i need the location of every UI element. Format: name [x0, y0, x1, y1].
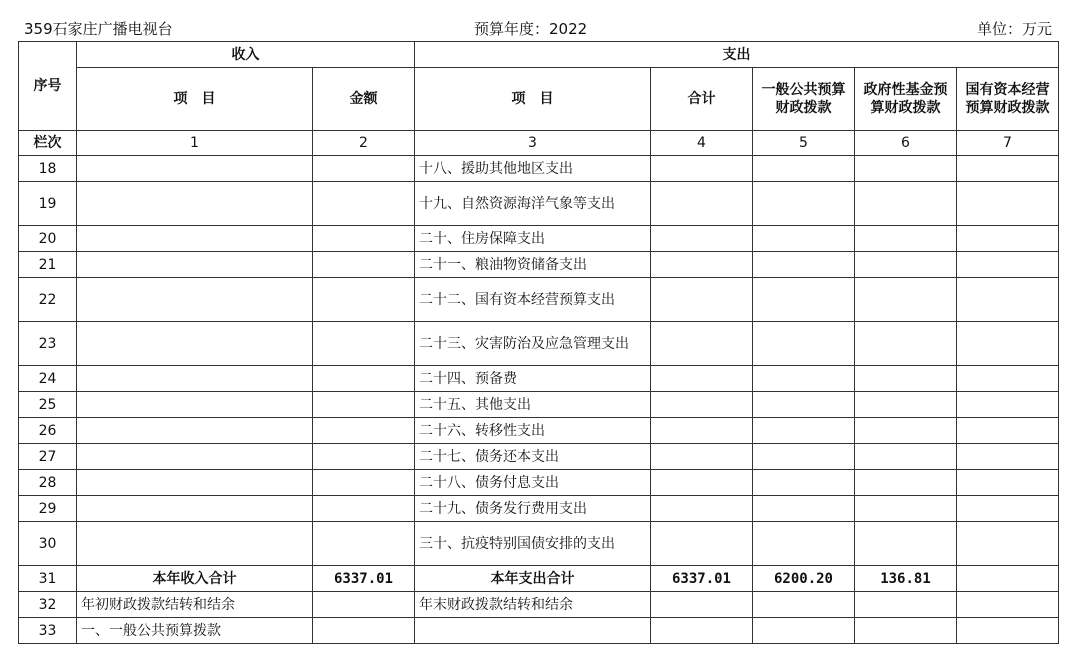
index-row — [19, 131, 1059, 156]
expense-total-header: 合计 — [651, 68, 753, 131]
row-number: 25 — [19, 392, 77, 418]
table-row — [19, 182, 1059, 226]
row-number: 33 — [19, 618, 77, 644]
expense-item-cell: 十八、援助其他地区支出 — [415, 156, 651, 182]
expense-total-cell — [651, 418, 753, 444]
expense-capital-cell — [957, 566, 1059, 592]
expense-fund-cell — [855, 226, 957, 252]
row-number: 32 — [19, 592, 77, 618]
expense-total-cell — [651, 226, 753, 252]
income-amount-cell — [313, 156, 415, 182]
income-item-cell — [77, 496, 313, 522]
expense-fund-cell — [855, 252, 957, 278]
unit-name: 359石家庄广播电视台 — [24, 20, 173, 38]
table-row — [19, 252, 1059, 278]
index-cell: 2 — [313, 131, 415, 156]
expense-fund-cell — [855, 418, 957, 444]
expense-total-cell — [651, 252, 753, 278]
expense-item-cell: 二十一、粮油物资储备支出 — [415, 252, 651, 278]
expense-fund-cell — [855, 522, 957, 566]
expense-item-cell: 二十、住房保障支出 — [415, 226, 651, 252]
expense-fund-header: 政府性基金预算财政拨款 — [855, 68, 957, 131]
index-cell: 1 — [77, 131, 313, 156]
income-amount-cell — [313, 252, 415, 278]
expense-capital-cell — [957, 252, 1059, 278]
income-amount-cell — [313, 226, 415, 252]
expense-fund-cell: 136.81 — [855, 566, 957, 592]
expense-total-cell — [651, 366, 753, 392]
header-row-columns — [19, 68, 1059, 131]
table-row — [19, 496, 1059, 522]
expense-group-header: 支出 — [415, 42, 1059, 68]
expense-general-cell — [753, 522, 855, 566]
expense-item-cell: 二十三、灾害防治及应急管理支出 — [415, 322, 651, 366]
expense-item-cell — [415, 618, 651, 644]
income-item-cell: 一、一般公共预算拨款 — [77, 618, 313, 644]
index-cell: 4 — [651, 131, 753, 156]
expense-capital-cell — [957, 322, 1059, 366]
expense-capital-cell — [957, 182, 1059, 226]
income-amount-header: 金额 — [313, 68, 415, 131]
expense-item-cell: 本年支出合计 — [415, 566, 651, 592]
row-number: 20 — [19, 226, 77, 252]
table-row — [19, 366, 1059, 392]
table-row — [19, 156, 1059, 182]
expense-general-header: 一般公共预算财政拨款 — [753, 68, 855, 131]
expense-capital-header: 国有资本经营预算财政拨款 — [957, 68, 1059, 131]
expense-fund-cell — [855, 618, 957, 644]
index-label: 栏次 — [19, 131, 77, 156]
table-row — [19, 618, 1059, 644]
table-row — [19, 522, 1059, 566]
budget-table — [18, 41, 1059, 644]
expense-fund-cell — [855, 592, 957, 618]
income-item-cell — [77, 470, 313, 496]
row-number: 27 — [19, 444, 77, 470]
income-amount-cell — [313, 278, 415, 322]
table-row — [19, 470, 1059, 496]
expense-capital-cell — [957, 618, 1059, 644]
currency-unit: 单位：万元 — [976, 20, 1052, 38]
expense-general-cell — [753, 366, 855, 392]
income-item-cell — [77, 226, 313, 252]
table-row — [19, 592, 1059, 618]
expense-fund-cell — [855, 470, 957, 496]
expense-item-cell: 二十六、转移性支出 — [415, 418, 651, 444]
expense-total-cell — [651, 444, 753, 470]
expense-capital-cell — [957, 444, 1059, 470]
row-number: 28 — [19, 470, 77, 496]
index-cell: 5 — [753, 131, 855, 156]
expense-general-cell — [753, 156, 855, 182]
expense-total-cell — [651, 618, 753, 644]
expense-general-cell — [753, 444, 855, 470]
expense-total-cell — [651, 392, 753, 418]
income-item-cell — [77, 156, 313, 182]
table-row — [19, 322, 1059, 366]
expense-general-cell — [753, 592, 855, 618]
income-item-cell — [77, 322, 313, 366]
income-group-header: 收入 — [77, 42, 415, 68]
row-number: 18 — [19, 156, 77, 182]
income-item-cell — [77, 366, 313, 392]
income-item-cell — [77, 182, 313, 226]
expense-item-cell: 二十八、债务付息支出 — [415, 470, 651, 496]
income-amount-cell: 6337.01 — [313, 566, 415, 592]
income-item-cell — [77, 252, 313, 278]
income-amount-cell — [313, 618, 415, 644]
expense-general-cell — [753, 392, 855, 418]
expense-capital-cell — [957, 522, 1059, 566]
expense-item-cell: 二十二、国有资本经营预算支出 — [415, 278, 651, 322]
expense-capital-cell — [957, 470, 1059, 496]
expense-capital-cell — [957, 366, 1059, 392]
expense-total-cell — [651, 278, 753, 322]
income-amount-cell — [313, 522, 415, 566]
table-row — [19, 418, 1059, 444]
expense-capital-cell — [957, 592, 1059, 618]
expense-capital-cell — [957, 418, 1059, 444]
index-cell: 7 — [957, 131, 1059, 156]
row-number: 21 — [19, 252, 77, 278]
income-amount-cell — [313, 496, 415, 522]
expense-general-cell — [753, 470, 855, 496]
expense-fund-cell — [855, 322, 957, 366]
income-amount-cell — [313, 592, 415, 618]
row-number: 22 — [19, 278, 77, 322]
income-item-cell: 年初财政拨款结转和结余 — [77, 592, 313, 618]
index-cell: 6 — [855, 131, 957, 156]
row-number: 19 — [19, 182, 77, 226]
expense-fund-cell — [855, 182, 957, 226]
income-amount-cell — [313, 444, 415, 470]
table-row — [19, 226, 1059, 252]
expense-capital-cell — [957, 392, 1059, 418]
table-row — [19, 278, 1059, 322]
expense-total-cell — [651, 496, 753, 522]
expense-general-cell — [753, 322, 855, 366]
income-item-cell — [77, 418, 313, 444]
expense-total-cell — [651, 322, 753, 366]
expense-general-cell — [753, 278, 855, 322]
expense-capital-cell — [957, 156, 1059, 182]
row-number: 29 — [19, 496, 77, 522]
expense-general-cell — [753, 618, 855, 644]
income-item-cell — [77, 278, 313, 322]
row-number: 24 — [19, 366, 77, 392]
income-item-cell — [77, 444, 313, 470]
expense-capital-cell — [957, 496, 1059, 522]
header-row-groups — [19, 42, 1059, 68]
income-item-cell: 本年收入合计 — [77, 566, 313, 592]
expense-item-cell: 二十五、其他支出 — [415, 392, 651, 418]
expense-general-cell: 6200.20 — [753, 566, 855, 592]
expense-item-cell: 十九、自然资源海洋气象等支出 — [415, 182, 651, 226]
income-amount-cell — [313, 366, 415, 392]
expense-fund-cell — [855, 156, 957, 182]
expense-item-cell: 三十、抗疫特别国债安排的支出 — [415, 522, 651, 566]
expense-capital-cell — [957, 278, 1059, 322]
index-cell: 3 — [415, 131, 651, 156]
income-item-cell — [77, 392, 313, 418]
report-header — [0, 14, 1066, 40]
row-number: 23 — [19, 322, 77, 366]
income-amount-cell — [313, 470, 415, 496]
expense-total-cell — [651, 522, 753, 566]
income-item-cell — [77, 522, 313, 566]
row-number: 30 — [19, 522, 77, 566]
expense-total-cell — [651, 156, 753, 182]
income-amount-cell — [313, 322, 415, 366]
income-amount-cell — [313, 418, 415, 444]
income-amount-cell — [313, 182, 415, 226]
expense-item-cell: 年末财政拨款结转和结余 — [415, 592, 651, 618]
expense-total-cell — [651, 470, 753, 496]
expense-general-cell — [753, 252, 855, 278]
row-number: 26 — [19, 418, 77, 444]
expense-item-cell: 二十四、预备费 — [415, 366, 651, 392]
income-amount-cell — [313, 392, 415, 418]
expense-general-cell — [753, 418, 855, 444]
expense-item-cell: 二十九、债务发行费用支出 — [415, 496, 651, 522]
table-row — [19, 566, 1059, 592]
expense-item-header: 项 目 — [415, 68, 651, 131]
expense-general-cell — [753, 496, 855, 522]
expense-capital-cell — [957, 226, 1059, 252]
expense-total-cell — [651, 182, 753, 226]
table-row — [19, 392, 1059, 418]
seq-header: 序号 — [19, 42, 77, 131]
income-item-header: 项 目 — [77, 68, 313, 131]
expense-fund-cell — [855, 444, 957, 470]
expense-general-cell — [753, 226, 855, 252]
expense-fund-cell — [855, 366, 957, 392]
expense-general-cell — [753, 182, 855, 226]
expense-total-cell — [651, 592, 753, 618]
expense-fund-cell — [855, 278, 957, 322]
table-row — [19, 444, 1059, 470]
expense-item-cell: 二十七、债务还本支出 — [415, 444, 651, 470]
row-number: 31 — [19, 566, 77, 592]
expense-fund-cell — [855, 496, 957, 522]
expense-fund-cell — [855, 392, 957, 418]
budget-year: 预算年度：2022 — [474, 20, 588, 38]
expense-total-cell: 6337.01 — [651, 566, 753, 592]
